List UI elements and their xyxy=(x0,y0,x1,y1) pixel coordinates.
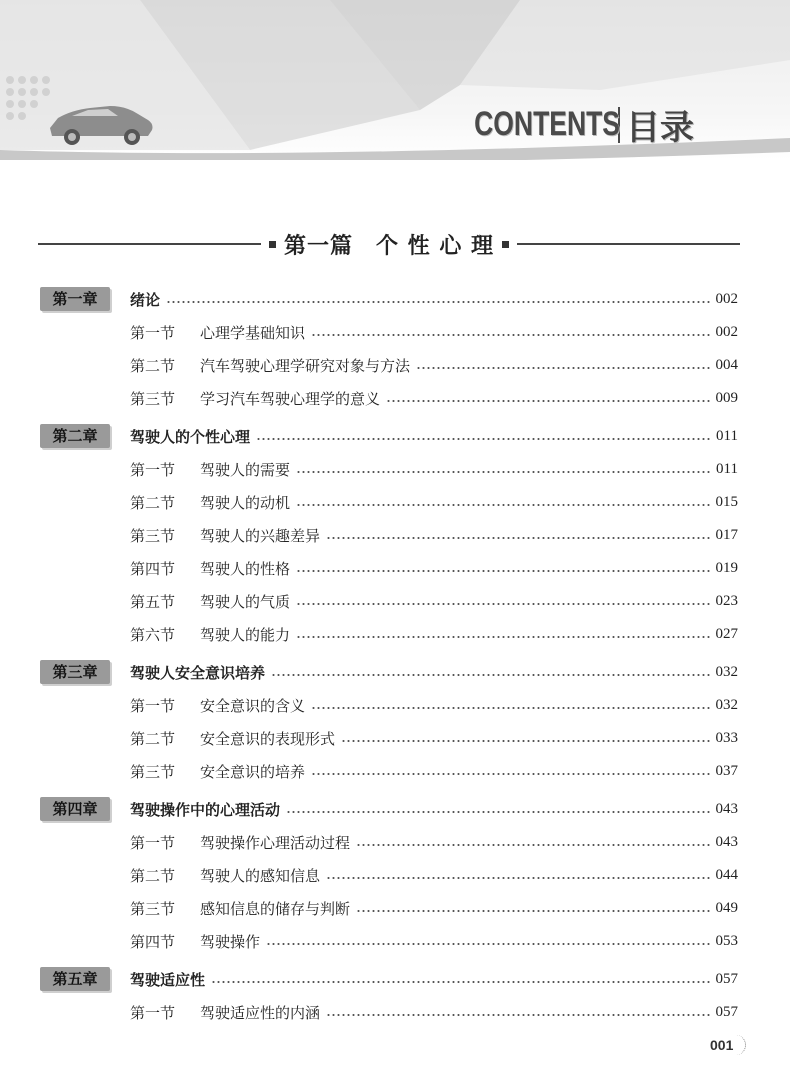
page-ref: 032 xyxy=(715,696,738,713)
dot-leader xyxy=(356,910,709,912)
toc-section[interactable] xyxy=(0,926,790,956)
toc-line xyxy=(130,756,738,786)
page-ref: 019 xyxy=(715,559,738,576)
chapter-badge: 第二章 xyxy=(40,424,110,448)
toc-line xyxy=(130,794,738,824)
page-ref: 043 xyxy=(715,833,738,850)
toc-line xyxy=(130,964,738,994)
dot-leader xyxy=(326,1014,709,1016)
section-number: 第一节 xyxy=(130,460,176,479)
section-title: 驾驶人的感知信息 xyxy=(200,866,321,885)
toc-line xyxy=(130,893,738,923)
toc-chapter[interactable] xyxy=(0,657,790,687)
dot-leader xyxy=(286,811,709,813)
dot-leader xyxy=(326,877,709,879)
chapter-badge: 第一章 xyxy=(40,287,110,311)
section-title: 感知信息的储存与判断 xyxy=(200,899,351,918)
section-title: 汽车驾驶心理学研究对象与方法 xyxy=(200,356,411,375)
page-ref: 027 xyxy=(715,625,738,642)
page-ref: 053 xyxy=(715,932,738,949)
chapter-badge: 第三章 xyxy=(40,660,110,684)
page-ref: 037 xyxy=(715,762,738,779)
section-title: 安全意识的培养 xyxy=(200,762,306,781)
toc-chapter[interactable] xyxy=(0,794,790,824)
part-heading xyxy=(38,226,740,262)
section-number: 第四节 xyxy=(130,559,176,578)
part-rule-left xyxy=(38,243,261,245)
dot-leader xyxy=(416,367,709,369)
toc-section[interactable] xyxy=(0,827,790,857)
section-number: 第三节 xyxy=(130,526,176,545)
page-ref: 002 xyxy=(715,290,738,307)
contents-heading xyxy=(433,100,694,149)
toc-section[interactable] xyxy=(0,553,790,583)
part-square-right xyxy=(502,241,509,248)
chapter-badge: 第四章 xyxy=(40,797,110,821)
toc-line xyxy=(130,350,738,380)
toc-section[interactable] xyxy=(0,317,790,347)
toc-section[interactable] xyxy=(0,756,790,786)
toc-line xyxy=(130,723,738,753)
toc-line xyxy=(130,860,738,890)
page-ref: 015 xyxy=(715,493,738,510)
toc-section[interactable] xyxy=(0,487,790,517)
part-square-left xyxy=(269,241,276,248)
section-number: 第一节 xyxy=(130,833,176,852)
toc-section[interactable] xyxy=(0,723,790,753)
toc-line xyxy=(130,827,738,857)
toc-line xyxy=(130,487,738,517)
page-ref: 032 xyxy=(715,663,738,680)
dot-leader xyxy=(296,636,709,638)
section-title: 安全意识的表现形式 xyxy=(200,729,336,748)
section-title: 驾驶适应性的内涵 xyxy=(200,1003,321,1022)
section-title: 驾驶人的气质 xyxy=(200,592,291,611)
section-number: 第四节 xyxy=(130,932,176,951)
chapter-title: 驾驶人安全意识培养 xyxy=(130,663,266,682)
page-ref: 002 xyxy=(715,323,738,340)
toc-line xyxy=(130,383,738,413)
chapter-badge: 第五章 xyxy=(40,967,110,991)
toc-line xyxy=(130,317,738,347)
toc-line xyxy=(130,997,738,1027)
dot-leader xyxy=(211,981,709,983)
toc-chapter[interactable] xyxy=(0,421,790,451)
toc-section[interactable] xyxy=(0,860,790,890)
page-ref: 057 xyxy=(715,970,738,987)
section-number: 第三节 xyxy=(130,899,176,918)
page-ref: 043 xyxy=(715,800,738,817)
dot-leader xyxy=(386,400,709,402)
dot-leader xyxy=(326,537,709,539)
section-number: 第一节 xyxy=(130,1003,176,1022)
folio-decoration xyxy=(735,1035,746,1055)
section-title: 安全意识的含义 xyxy=(200,696,306,715)
toc-line xyxy=(130,619,738,649)
toc-chapter[interactable] xyxy=(0,964,790,994)
toc-line xyxy=(130,586,738,616)
toc-chapter[interactable] xyxy=(0,284,790,314)
toc-section[interactable] xyxy=(0,350,790,380)
page-ref: 057 xyxy=(715,1003,738,1020)
section-number: 第一节 xyxy=(130,323,176,342)
contents-title-en: CONTENTS xyxy=(474,105,620,143)
dot-leader xyxy=(296,471,710,473)
section-number: 第二节 xyxy=(130,866,176,885)
dot-leader xyxy=(311,707,709,709)
section-title: 驾驶操作心理活动过程 xyxy=(200,833,351,852)
page-ref: 023 xyxy=(715,592,738,609)
toc-line xyxy=(130,284,738,314)
toc-line xyxy=(130,520,738,550)
section-number: 第二节 xyxy=(130,356,176,375)
toc-line xyxy=(130,553,738,583)
dot-leader xyxy=(311,334,709,336)
section-number: 第五节 xyxy=(130,592,176,611)
toc-section[interactable] xyxy=(0,893,790,923)
page-ref: 009 xyxy=(715,389,738,406)
section-number: 第三节 xyxy=(130,762,176,781)
section-number: 第三节 xyxy=(130,389,176,408)
dot-leader xyxy=(296,504,709,506)
toc-section[interactable] xyxy=(0,383,790,413)
page-ref: 044 xyxy=(715,866,738,883)
part-rule-right xyxy=(517,243,740,245)
dot-leader xyxy=(296,603,709,605)
section-title: 驾驶人的性格 xyxy=(200,559,291,578)
section-title: 学习汽车驾驶心理学的意义 xyxy=(200,389,381,408)
section-title: 驾驶人的兴趣差异 xyxy=(200,526,321,545)
toc-section[interactable] xyxy=(0,520,790,550)
section-title: 驾驶人的能力 xyxy=(200,625,291,644)
dot-leader xyxy=(341,740,709,742)
dot-leader xyxy=(271,674,709,676)
dot-leader xyxy=(256,438,710,440)
page-number: 001 xyxy=(710,1037,734,1053)
toc-section[interactable] xyxy=(0,454,790,484)
toc-line xyxy=(130,657,738,687)
page-folio xyxy=(710,1034,746,1056)
section-title: 驾驶操作 xyxy=(200,932,261,951)
contents-title-cn: 目录 xyxy=(626,109,694,147)
toc-line xyxy=(130,454,738,484)
dot-leader xyxy=(166,301,709,303)
page-ref: 011 xyxy=(716,427,738,444)
toc-section[interactable] xyxy=(0,619,790,649)
toc-section[interactable] xyxy=(0,690,790,720)
section-number: 第二节 xyxy=(130,493,176,512)
section-number: 第二节 xyxy=(130,729,176,748)
toc-line xyxy=(130,926,738,956)
chapter-title: 绪论 xyxy=(130,290,161,309)
chapter-title: 驾驶适应性 xyxy=(130,970,206,989)
page-ref: 049 xyxy=(715,899,738,916)
section-title: 驾驶人的动机 xyxy=(200,493,291,512)
dot-leader xyxy=(266,943,709,945)
section-title: 驾驶人的需要 xyxy=(200,460,291,479)
dot-leader xyxy=(356,844,709,846)
section-number: 第六节 xyxy=(130,625,176,644)
toc-line xyxy=(130,690,738,720)
chapter-title: 驾驶人的个性心理 xyxy=(130,427,251,446)
toc-section[interactable] xyxy=(0,997,790,1027)
toc-line xyxy=(130,421,738,451)
section-number: 第一节 xyxy=(130,696,176,715)
dot-leader xyxy=(311,773,709,775)
chapter-title: 驾驶操作中的心理活动 xyxy=(130,800,281,819)
page-ref: 004 xyxy=(715,356,738,373)
page-header xyxy=(0,0,790,160)
part-title: 第一篇 个 性 心 理 xyxy=(284,233,494,259)
page-ref: 033 xyxy=(715,729,738,746)
toc-section[interactable] xyxy=(0,586,790,616)
page-ref: 017 xyxy=(715,526,738,543)
page-ref: 011 xyxy=(716,460,738,477)
section-title: 心理学基础知识 xyxy=(200,323,306,342)
dot-leader xyxy=(296,570,709,572)
